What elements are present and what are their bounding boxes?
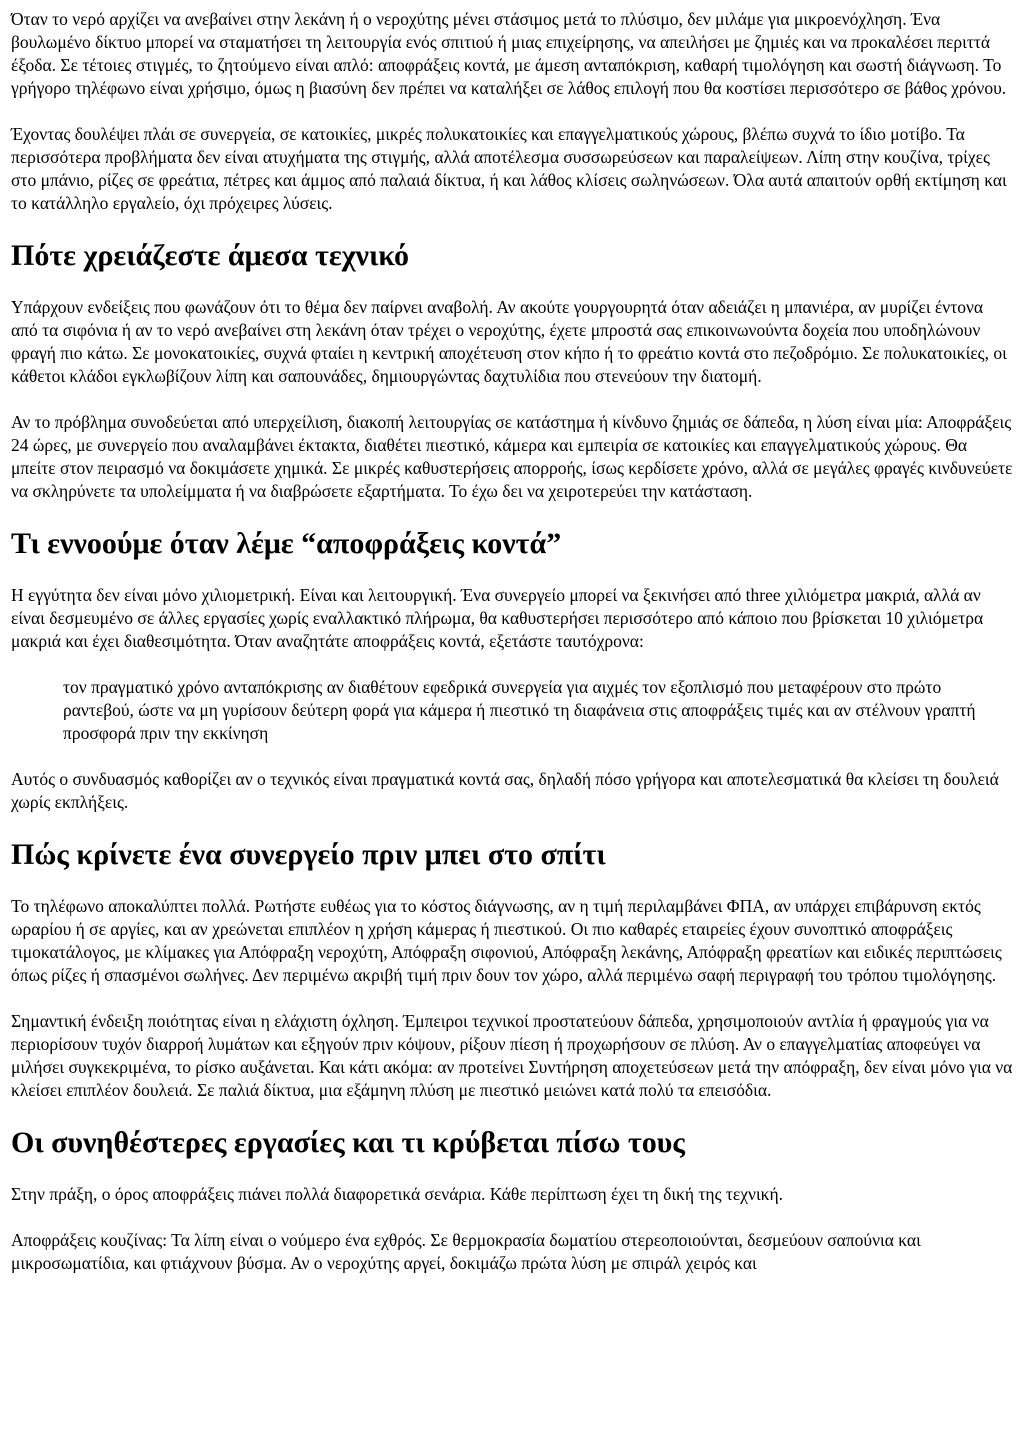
intro-paragraph-2: Έχοντας δουλέψει πλάι σε συνεργεία, σε κατοικίες, μικρές πολυκατοικίες και επαγγελματικούς χώρους, βλέπω συχνά το ίδιο μοτίβο. Τα περισσότερα προβλήματα δεν είναι ατυχήματα της στιγμής, αλλά αποτέλεσμα συσσωρεύσεων και παραλείψεων. Λίπη στην κουζίνα, τρίχες στο μπάνιο, ρίζες σε φρεάτια, πέτρες και άμμος από παλαιά δίκτυα, ή και λάθος κλίσεις σωληνώσεων. Όλα αυτά απαιτούν ορθή εκτίμηση και το κατάλληλο εργαλείο, όχι πρόχειρες λύσεις. xyxy=(11,124,1007,213)
section3-paragraph-1: Το τηλέφωνο αποκαλύπτει πολλά. Ρωτήστε ευθέως για το κόστος διάγνωσης, αν η τιμή περιλαμβάνει ΦΠΑ, αν υπάρχει επιβάρυνση εκτός ωραρίου ή σε αργίες, και αν χρεώνεται επιπλέον η χρήση κάμερας ή πιεστικού. Οι πιο καθαρές εταιρείες έχουν συνοπτικό αποφράξεις τιμοκατάλογος, με κλίμακες για Απόφραξη νεροχύτη, Απόφραξη σιφονιού, Απόφραξη λεκάνης, Απόφραξη φρεατίων και ειδικές περιπτώσεις όπως ρίζες ή σπασμένοι σωλήνες. Δεν περιμένω ακριβή τιμή πριν δουν τον χώρο, αλλά περιμένω σαφή περιγραφή του τρόπου τιμολόγησης. xyxy=(11,896,1002,985)
section-heading-when-need-technician: Πότε χρειάζεστε άμεσα τεχνικό xyxy=(11,239,410,272)
section2-paragraph-2: Αυτός ο συνδυασμός καθορίζει αν ο τεχνικός είναι πραγματικά κοντά σας, δηλαδή πόσο γρήγορα και αποτελεσματικά θα κλείσει τη δουλειά χωρίς εκπλήξεις. xyxy=(11,769,999,812)
section4-paragraph-1: Στην πράξη, ο όρος αποφράξεις πιάνει πολλά διαφορετικά σενάρια. Κάθε περίπτωση έχει τη δική της τεχνική. xyxy=(11,1184,783,1204)
section4-paragraph-2: Αποφράξεις κουζίνας: Τα λίπη είναι ο νούμερο ένα εχθρός. Σε θερμοκρασία δωματίου στερεοποιούνται, δεσμεύουν σαπούνια και μικροσωματίδια, και φτιάχνουν βύσμα. Αν ο νεροχύτης αργεί, δοκιμάζω πρώτα λύση με σπιράλ χειρός και xyxy=(11,1230,921,1273)
criteria-blockquote: τον πραγματικό χρόνο ανταπόκρισης αν διαθέτουν εφεδρικά συνεργεία για αιχμές τον εξοπλισμό που μεταφέρουν στο πρώτο ραντεβού, ώστε να μη γυρίσουν δεύτερη φορά για κάμερα ή πιεστικό τη διαφάνεια στις αποφράξεις τιμές και αν στέλνουν γραπτή προσφορά πριν την εκκίνηση xyxy=(63,677,976,743)
intro-paragraph-1: Όταν το νερό αρχίζει να ανεβαίνει στην λεκάνη ή ο νεροχύτης μένει στάσιμος μετά το πλύσιμο, δεν μιλάμε για μικροενόχληση. Ένα βουλωμένο δίκτυο μπορεί να σταματήσει τη λειτουργία ενός σπιτιού ή μιας επιχείρησης, να απειλήσει με ζημιές και να προκαλέσει περιττά έξοδα. Σε τέτοιες στιγμές, το ζητούμενο είναι απλό: αποφράξεις κοντά, με άμεση ανταπόκριση, καθαρή τιμολόγηση και σωστή διάγνωση. Το γρήγορο τηλέφωνο είναι χρήσιμο, όμως η βιασύνη δεν πρέπει να καταλήξει σε λάθος επιλογή που θα κοστίσει περισσότερο σε βάθος χρόνου. xyxy=(11,9,1007,98)
section-heading-judge-crew: Πώς κρίνετε ένα συνεργείο πριν μπει στο σπίτι xyxy=(11,838,606,871)
section-heading-what-nearby-means: Τι εννοούμε όταν λέμε “αποφράξεις κοντά” xyxy=(11,527,562,560)
section1-paragraph-2: Αν το πρόβλημα συνοδεύεται από υπερχείλιση, διακοπή λειτουργίας σε κατάστημα ή κίνδυνο ζημιάς σε δάπεδα, η λύση είναι μία: Αποφράξεις 24 ώρες, με συνεργείο που αναλαμβάνει έκτακτα, διαθέτει πιεστικό, κάμερα και εμπειρία σε κατοικίες και επαγγελματικούς χώρους. Θα μπείτε στον πειρασμό να δοκιμάσετε χημικά. Σε μικρές καθυστερήσεις απορροής, ίσως κερδίσετε χρόνο, αλλά σε μεγάλες φραγές κινδυνεύετε να σκληρύνετε τα υπολείμματα ή να διαβρώσετε εξαρτήματα. Το έχω δει να χειροτερεύει την κατάσταση. xyxy=(11,412,1013,501)
section1-paragraph-1: Υπάρχουν ενδείξεις που φωνάζουν ότι το θέμα δεν παίρνει αναβολή. Αν ακούτε γουργουρητά όταν αδειάζει η μπανιέρα, αν μυρίζει έντονα από τα σιφόνια ή αν το νερό ανεβαίνει στη λεκάνη όταν τρέχει ο νεροχύτης, έχετε μπροστά σας επικοινωνούντα δοχεία που υποδηλώνουν φραγή πιο κάτω. Σε μονοκατοικίες, συχνά φταίει η κεντρική αποχέτευση στον κήπο ή το φρεάτιο κοντά στο πεζοδρόμιο. Σε πολυκατοικίες, οι κάθετοι κλάδοι εγκλωβίζουν λίπη και σαπουνάδες, δημιουργώντας δαχτυλίδια που στενεύουν την διατομή. xyxy=(11,297,1007,386)
section2-paragraph-1: Η εγγύτητα δεν είναι μόνο χιλιομετρική. Είναι και λειτουργική. Ένα συνεργείο μπορεί να ξεκινήσει από three χιλιόμετρα μακριά, αλλά αν είναι δεσμευμένο σε άλλες εργασίες χωρίς εναλλακτικό πλήρωμα, θα καθυστερήσει περισσότερο από κάποιο που βρίσκεται 10 χιλιόμετρα μακριά και έχει διαθεσιμότητα. Όταν αναζητάτε αποφράξεις κοντά, εξετάστε ταυτόχρονα: xyxy=(11,585,984,651)
section3-paragraph-2: Σημαντική ένδειξη ποιότητας είναι η ελάχιστη όχληση. Έμπειροι τεχνικοί προστατεύουν δάπεδα, χρησιμοποιούν αντλία ή φραγμούς για να περιορίσουν τυχόν διαρροή λυμάτων και εξηγούν πριν κόψουν, ρίξουν πίεση ή προχωρήσουν σε πλύση. Αν ο επαγγελματίας αποφεύγει να μιλήσει συγκεκριμένα, το ρίσκο αυξάνεται. Και κάτι ακόμα: αν προτείνει Συντήρηση αποχετεύσεων μετά την απόφραξη, δεν είναι μόνο για να κλείσει επιπλέον δουλειά. Σε παλιά δίκτυα, μια εξάμηνη πλύση με πιεστικό μειώνει κατά πολύ τα επεισόδια. xyxy=(11,1011,1013,1100)
section-heading-common-jobs: Οι συνηθέστερες εργασίες και τι κρύβεται πίσω τους xyxy=(11,1126,685,1159)
